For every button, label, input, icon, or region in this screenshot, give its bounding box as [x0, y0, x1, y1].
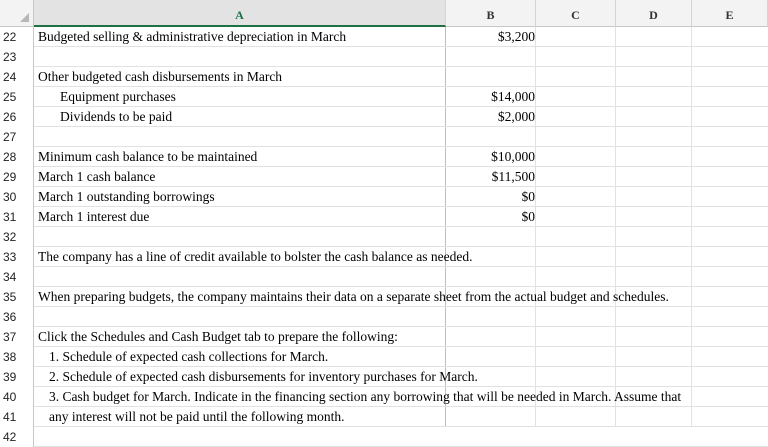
cell-b[interactable]: [446, 327, 535, 347]
cell-b[interactable]: [446, 347, 535, 367]
cell-b[interactable]: [446, 247, 535, 267]
table-row: [0, 187, 768, 207]
table-row: [0, 307, 768, 327]
table-row: [0, 347, 768, 367]
row-header[interactable]: 22: [0, 27, 34, 47]
cell-a[interactable]: March 1 cash balance: [38, 169, 156, 184]
table-row: [0, 367, 768, 387]
column-header-a[interactable]: A: [34, 0, 446, 27]
table-row: [0, 427, 768, 447]
row-header[interactable]: 32: [0, 227, 34, 247]
cell-b[interactable]: [446, 127, 535, 147]
select-all-corner[interactable]: [0, 0, 34, 27]
cell-a[interactable]: [34, 307, 38, 327]
cell-a[interactable]: any interest will not be paid until the following month.: [49, 409, 345, 424]
column-header-c[interactable]: C: [536, 0, 616, 27]
table-row: [0, 167, 768, 187]
table-row: [0, 267, 768, 287]
cell-b[interactable]: [446, 367, 535, 387]
row-header[interactable]: 27: [0, 127, 34, 147]
cell-b[interactable]: [446, 427, 535, 447]
cell-b[interactable]: $3,200: [497, 29, 535, 44]
cell-a[interactable]: 2. Schedule of expected cash disbursements for inventory purchases for March.: [49, 369, 478, 384]
cell-b[interactable]: $10,000: [491, 149, 535, 164]
row-header[interactable]: 24: [0, 67, 34, 87]
cell-b[interactable]: $11,500: [491, 169, 535, 184]
table-row: [0, 327, 768, 347]
row-header[interactable]: 39: [0, 367, 34, 387]
row-header[interactable]: 41: [0, 407, 34, 427]
row-header[interactable]: 42: [0, 427, 34, 447]
cell-a[interactable]: 3. Cash budget for March. Indicate in the financing section any borrowing that will be needed in March. Assume that: [49, 389, 682, 404]
row-header[interactable]: 23: [0, 47, 34, 67]
cell-a[interactable]: March 1 interest due: [38, 209, 150, 224]
cell-b[interactable]: [446, 387, 535, 407]
cell-a[interactable]: [34, 267, 38, 287]
column-header-e[interactable]: E: [692, 0, 768, 27]
row-header[interactable]: 26: [0, 107, 34, 127]
row-header[interactable]: 35: [0, 287, 34, 307]
row-header[interactable]: 31: [0, 207, 34, 227]
table-row: [0, 127, 768, 147]
cell-b[interactable]: $0: [521, 189, 535, 204]
cell-b[interactable]: [446, 287, 535, 307]
cell-b[interactable]: $14,000: [491, 89, 535, 104]
table-row: [0, 107, 768, 127]
cell-a[interactable]: [34, 427, 38, 447]
row-header[interactable]: 40: [0, 387, 34, 407]
table-row: [0, 27, 768, 47]
cell-a[interactable]: Other budgeted cash disbursements in March: [38, 69, 283, 84]
row-header[interactable]: 33: [0, 247, 34, 267]
column-header-b[interactable]: B: [446, 0, 536, 27]
row-header[interactable]: 25: [0, 87, 34, 107]
row-header[interactable]: 29: [0, 167, 34, 187]
cell-a[interactable]: [34, 127, 38, 147]
cell-b[interactable]: [446, 407, 535, 427]
cell-a[interactable]: Minimum cash balance to be maintained: [38, 149, 258, 164]
cell-a[interactable]: Click the Schedules and Cash Budget tab to prepare the following:: [38, 329, 398, 344]
cell-b[interactable]: $2,000: [497, 109, 535, 124]
cell-a[interactable]: [34, 47, 38, 67]
cell-a[interactable]: [34, 227, 38, 247]
table-row: [0, 287, 768, 307]
cell-a[interactable]: March 1 outstanding borrowings: [38, 189, 215, 204]
table-row: [0, 47, 768, 67]
table-row: [0, 387, 768, 407]
table-row: [0, 407, 768, 427]
row-header[interactable]: 36: [0, 307, 34, 327]
cell-a[interactable]: 1. Schedule of expected cash collections for March.: [49, 349, 329, 364]
cell-a[interactable]: Budgeted selling & administrative depreciation in March: [38, 29, 347, 44]
table-row: [0, 87, 768, 107]
cell-b[interactable]: [446, 267, 535, 287]
row-header[interactable]: 30: [0, 187, 34, 207]
row-header[interactable]: 34: [0, 267, 34, 287]
row-header[interactable]: 28: [0, 147, 34, 167]
table-row: [0, 147, 768, 167]
cell-a[interactable]: The company has a line of credit available to bolster the cash balance as needed.: [38, 249, 473, 264]
column-header-d[interactable]: D: [616, 0, 692, 27]
cell-a[interactable]: Dividends to be paid: [60, 109, 173, 124]
table-row: [0, 247, 768, 267]
row-header[interactable]: 37: [0, 327, 34, 347]
table-row: [0, 67, 768, 87]
cell-b[interactable]: [446, 67, 535, 87]
cell-b[interactable]: [446, 227, 535, 247]
cell-a[interactable]: Equipment purchases: [60, 89, 176, 104]
cell-b[interactable]: [446, 47, 535, 67]
cell-b[interactable]: [446, 307, 535, 327]
select-all-triangle-icon: [20, 13, 29, 22]
table-row: [0, 207, 768, 227]
row-header[interactable]: 38: [0, 347, 34, 367]
cell-a[interactable]: When preparing budgets, the company maintains their data on a separate sheet from the actual budget and schedules.: [38, 289, 669, 304]
cell-b[interactable]: $0: [521, 209, 535, 224]
table-row: [0, 227, 768, 247]
